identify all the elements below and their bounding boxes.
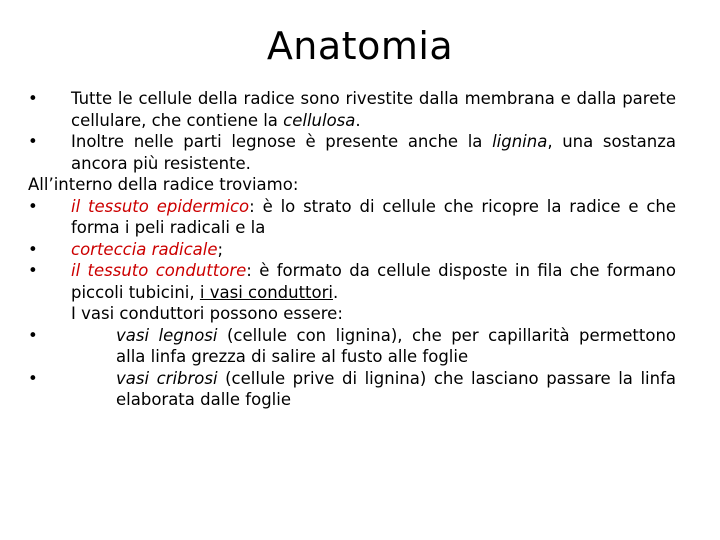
item-emphasis: lignina bbox=[492, 132, 548, 151]
term-highlight: il tessuto conduttore bbox=[71, 261, 247, 280]
item-emphasis: vasi cribrosi bbox=[116, 368, 218, 388]
list-item bbox=[28, 131, 676, 174]
bullet-icon: • bbox=[28, 196, 38, 216]
list-item bbox=[28, 325, 676, 368]
list-item bbox=[28, 196, 676, 239]
item-text: : è lo strato di cellule che ricopre la radice e che forma i peli radicali e la bbox=[71, 196, 677, 237]
item-text: . bbox=[355, 110, 361, 130]
list-item bbox=[28, 260, 676, 303]
bullet-icon: • bbox=[28, 368, 38, 388]
item-emphasis: vasi legnosi bbox=[116, 325, 218, 345]
bullet-icon: • bbox=[28, 261, 38, 280]
list-item bbox=[28, 88, 676, 131]
item-text: Inoltre nelle parti legnose è presente anche la bbox=[71, 132, 493, 151]
slide-title: Anatomia bbox=[266, 24, 454, 68]
item-text: Tutte le cellule della radice sono rivestite dalla membrana e dalla parete cellulare, che contiene la bbox=[71, 89, 676, 130]
list-item bbox=[28, 368, 676, 411]
item-text: . bbox=[332, 282, 339, 302]
item-text: (cellule con lignina), che per capillarità permettono alla linfa grezza di salire al fusto alle foglie bbox=[116, 325, 676, 366]
item-text: ; bbox=[217, 239, 224, 259]
item-emphasis: cellulosa bbox=[283, 110, 356, 130]
list-item bbox=[28, 239, 676, 261]
item-text: (cellule prive di lignina) che lasciano passare la linfa elaborata dalle foglie bbox=[116, 368, 676, 409]
intro-paragraph: All’interno della radice troviamo: bbox=[28, 175, 299, 194]
term-highlight: corteccia radicale bbox=[71, 239, 218, 259]
sub-intro-paragraph: I vasi conduttori possono essere: bbox=[71, 304, 343, 323]
slide-body bbox=[28, 88, 676, 411]
term-highlight: il tessuto epidermico bbox=[71, 196, 250, 216]
bullet-icon: • bbox=[28, 89, 38, 108]
bullet-icon: • bbox=[28, 239, 38, 259]
item-text: , una sostanza ancora più resistente. bbox=[71, 132, 676, 173]
bullet-icon: • bbox=[28, 132, 38, 151]
item-text: : è formato da cellule disposte in fila che formano piccoli tubicini, bbox=[71, 261, 676, 302]
bullet-icon: • bbox=[28, 325, 38, 345]
underlined-term: i vasi conduttori bbox=[199, 282, 333, 302]
